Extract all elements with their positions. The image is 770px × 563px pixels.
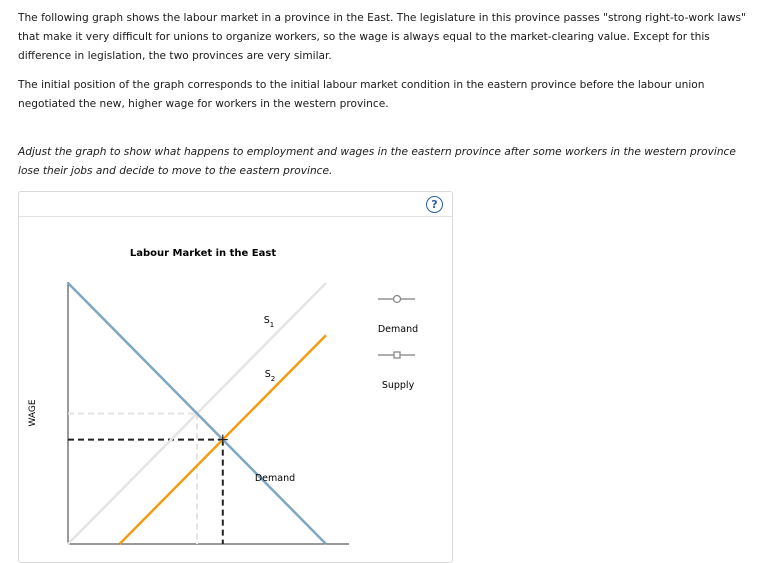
help-icon[interactable]: ? <box>426 196 443 213</box>
s1-label: $S_1$ <box>263 315 275 329</box>
legend-demand[interactable] <box>378 296 418 336</box>
instruction-paragraph: Adjust the graph to show what happens to employment and wages in the eastern province after some workers in the western province lose their jobs and decide to move to the eastern province. <box>18 146 736 177</box>
supply-tool-icon[interactable] <box>394 352 400 358</box>
graph-panel <box>18 191 453 563</box>
labour-market-chart <box>19 192 452 562</box>
chart-title: Labour Market in the East <box>129 248 277 259</box>
legend-supply[interactable] <box>378 352 415 391</box>
y-axis-label: WAGE <box>28 399 38 427</box>
legend-supply-label: Supply <box>381 380 415 391</box>
demand-tool-icon[interactable] <box>394 296 401 303</box>
s2-label: $S_2$ <box>264 369 276 383</box>
initial-position-paragraph: The initial position of the graph corresponds to the initial labour market condition in the eastern province before the labour union negotiated the new, higher wage for workers in the western province. <box>18 79 705 110</box>
legend-demand-label: Demand <box>377 324 419 335</box>
demand-curve-label: Demand <box>254 473 296 484</box>
intro-paragraph: The following graph shows the labour market in a province in the East. The legislature in this province passes "strong right-to-work laws" that make it very difficult for unions to organize workers, so the wage is always equal to the market-clearing value. Except for this difference in legislation, the two provinces are very similar. <box>18 12 746 62</box>
